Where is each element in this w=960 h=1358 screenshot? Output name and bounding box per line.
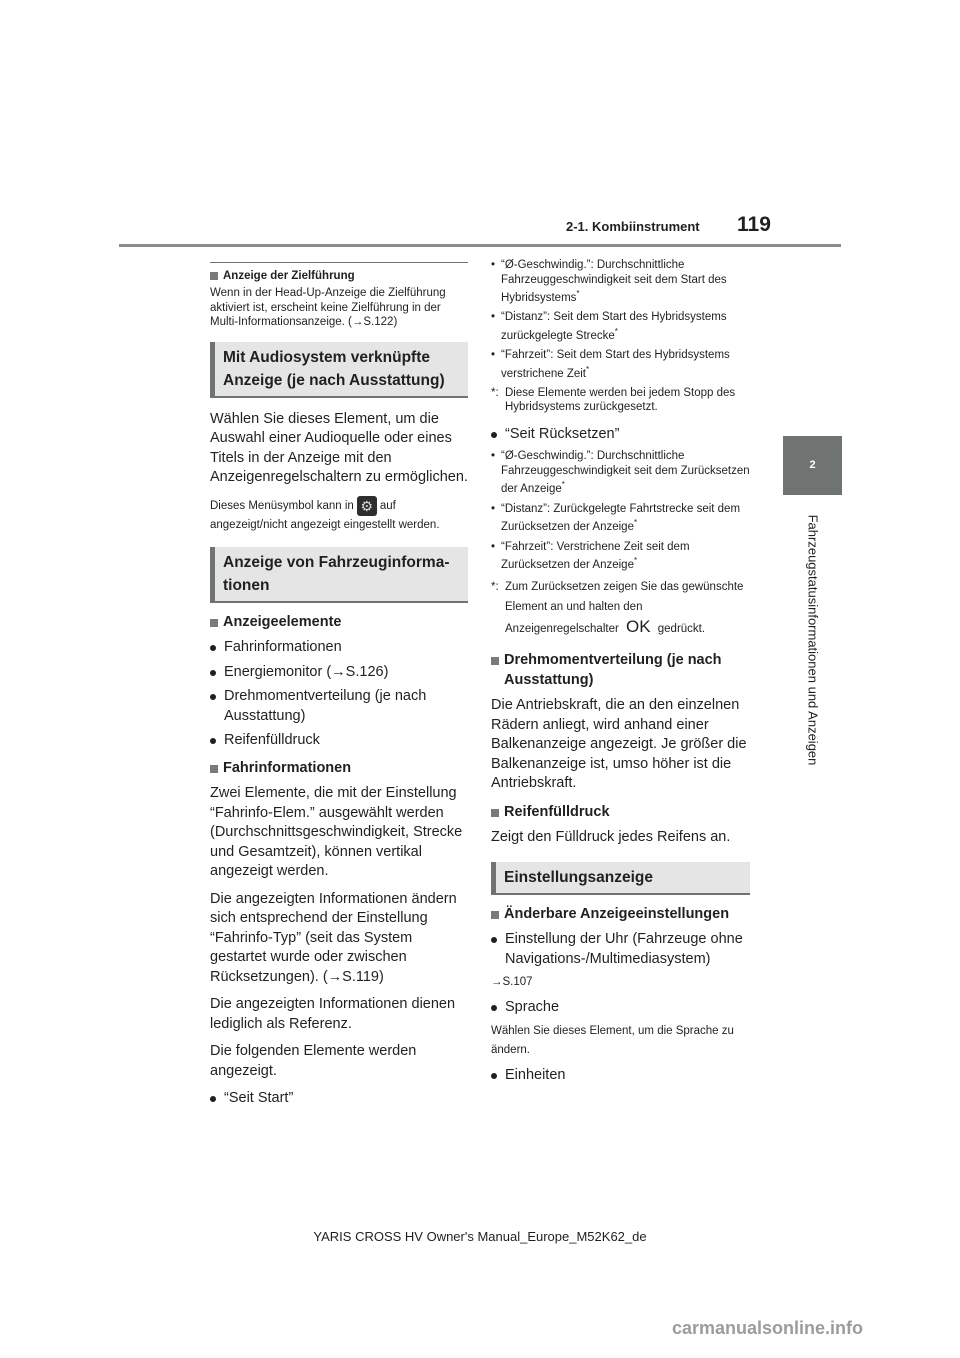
reset-item: • “Distanz”: Zurückgelegte Fahrtstrecke seit dem Zurücksetzen der Anzeige* [491,502,741,534]
list-item: Fahrinformationen [210,638,468,658]
nav-heading: Anzeige der Zielführung [210,269,468,283]
square-bullet-icon [491,809,499,817]
gear-icon: ⚙ [357,496,377,516]
torque-text: Die Antriebskraft, die an den einzelnen Rädern anliegt, wird anhand einer Balkenanzeige angezeigt. Je größer die Balkenanzeige ist, umso höher ist die Antriebskraft. [491,697,747,792]
fahr-heading: Fahrinformationen [210,759,468,779]
chapter-tab: 2 [783,436,842,495]
bullet-dot-icon [491,1073,497,1079]
bullet-dot-icon [491,1005,497,1011]
fahr-paragraph-2: Die angezeigten Informationen ändern sich entsprechend der Einstellung “Fahrinfo-Typ” (seit das System gestartet wurde oder zwischen Rücksetzungen). (→S.119) [210,890,457,985]
torque-heading: Drehmomentverteilung (je nach Ausstattung) [491,651,750,690]
audio-note: Dieses Menüsymbol kann in ⚙ auf angezeigt/nicht angezeigt eingestellt werden. [210,497,440,531]
bullet-dot-icon [491,432,497,438]
clock-ref: →S.107 [491,976,533,989]
watermark: carmanualsonline.info [672,1318,864,1338]
fahr-paragraph-4: Die folgenden Elemente werden angezeigt. [210,1043,417,1079]
list-item: Einheiten [491,1066,750,1086]
list-item: Einstellung der Uhr (Fahrzeuge ohne Navigations-/Multimediasystem) [491,930,750,969]
list-item: Energiemonitor (→S.126) [210,663,468,683]
bullet-dot-icon [210,1096,216,1102]
ok-button-symbol: OK [626,617,651,637]
vehicle-info-heading-box: Anzeige von Fahrzeuginforma-tionen [210,547,468,603]
language-text: Wählen Sie dieses Element, um die Sprache zu ändern. [491,1025,734,1057]
square-bullet-icon [210,272,218,280]
tire-text: Zeigt den Fülldruck jedes Reifens an. [491,829,731,846]
list-item: “Seit Start” [210,1089,468,1109]
bullet-dot-icon [210,645,216,651]
settings-heading-box: Einstellungsanzeige [491,862,750,895]
bullet-dot-icon [491,937,497,943]
reset-item: • “Ø-Geschwindig.”: Durchschnittliche Fahrzeuggeschwindigkeit seit dem Zurücksetzen der Anzeige* [491,450,750,496]
right-column [491,258,750,1091]
list-item: Sprache [491,998,750,1018]
bullet-dot-icon [210,738,216,744]
start-note: *: Diese Elemente werden bei jedem Stopp des Hybridsystems zurückgesetzt. [491,386,736,414]
list-item: Drehmomentverteilung (je nach Ausstattung) [210,687,468,726]
footer-text: YARIS CROSS HV Owner's Manual_Europe_M52K62_de [313,1229,647,1244]
tire-heading: Reifenfülldruck [491,803,750,823]
section-title: 2-1. Kombiinstrument [566,219,700,234]
square-bullet-icon [210,765,218,773]
square-bullet-icon [491,657,499,665]
elements-heading: Anzeigeelemente [210,613,468,633]
bullet-dot-icon [210,670,216,676]
fahr-paragraph-1: Zwei Elemente, die mit der Einstellung “Fahrinfo-Elem.” ausgewählt werden (Durchschnittsgeschwindigkeit, Strecke und Gesamtzeit), können vertikal angezeigt werden. [210,785,463,880]
changeable-heading: Änderbare Anzeigeeinstellungen [491,905,750,925]
header-divider [119,244,841,247]
square-bullet-icon [210,619,218,627]
square-bullet-icon [491,911,499,919]
nav-text: Wenn in der Head-Up-Anzeige die Zielführung aktiviert ist, erscheint keine Zielführung in der Multi-Informationsanzeige. (→S.122) [210,287,446,328]
reset-note: *: Zum Zurücksetzen zeigen Sie das gewünschte Element an und halten den Anzeigenregelschalter OK gedrückt. [491,581,744,637]
chapter-label: Fahrzeugstatusinformationen und Anzeigen [805,514,820,766]
start-item: • “Fahrzeit”: Seit dem Start des Hybridsystems verstrichene Zeit* [491,349,730,380]
reset-item: • “Fahrzeit”: Verstrichene Zeit seit dem Zurücksetzen der Anzeige* [491,540,690,571]
reset-heading: “Seit Rücksetzen” [491,425,750,445]
audio-text: Wählen Sie dieses Element, um die Auswahl einer Audioquelle oder eines Titels in der Anzeige mit den Anzeigenregelschaltern zu ermöglichen. [210,410,468,485]
page-number: 119 [737,213,771,236]
start-item: • “Ø-Geschwindig.”: Durchschnittliche Fahrzeuggeschwindigkeit seit dem Start des Hybridsystems* [491,259,727,304]
list-item: Reifenfülldruck [210,731,468,751]
fahr-paragraph-3: Die angezeigten Informationen dienen lediglich als Referenz. [210,996,456,1032]
bullet-dot-icon [210,694,216,700]
top-rule [210,262,468,263]
start-item: • “Distanz”: Seit dem Start des Hybridsystems zurückgelegte Strecke* [491,311,727,342]
left-column [210,262,468,1114]
audio-heading-box: Mit Audiosystem verknüpfte Anzeige (je nach Ausstattung) [210,342,468,398]
